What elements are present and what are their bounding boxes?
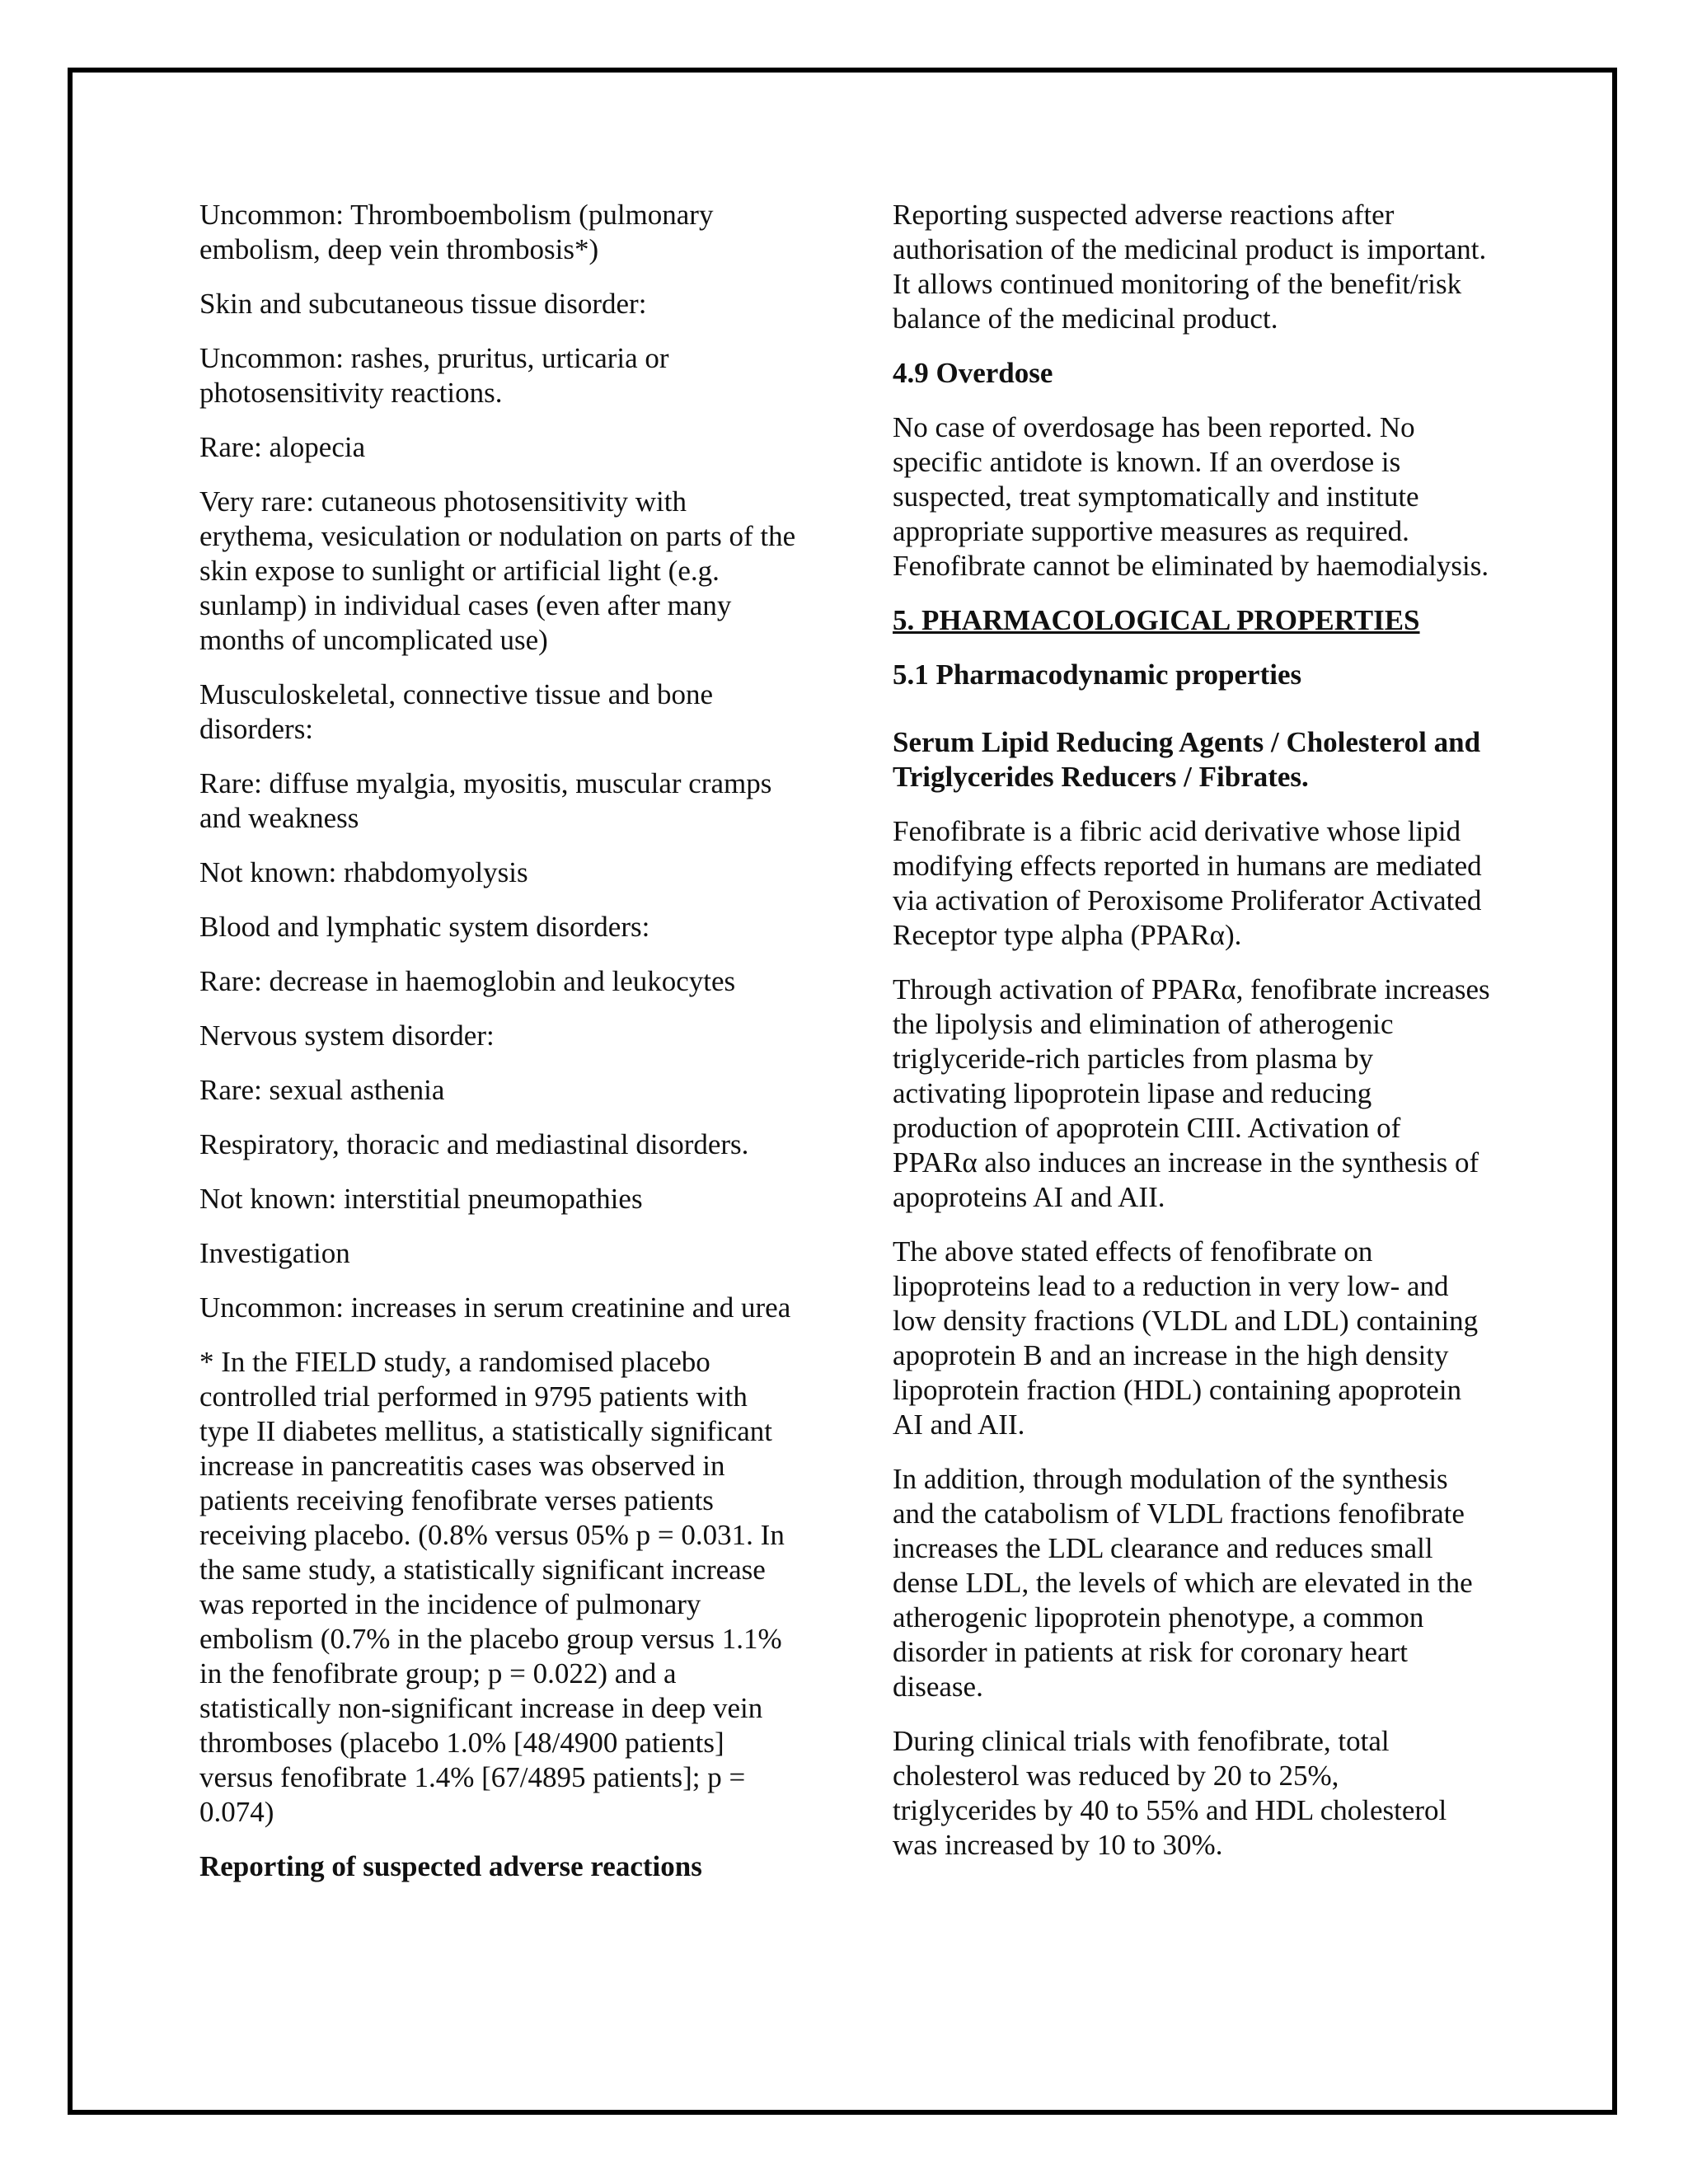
paragraph-vldl-modulation: In addition, through modulation of the synthesis and the catabolism of VLDL fractions fenofibrate increases the LDL clearance and reduces small dense LDL, the levels of which are elevated in the atherogenic lipoprotein phenotype, a common disorder in patients at risk for coronary heart disease. (893, 1463, 1473, 1703)
paragraph-overdose: No case of overdosage has been reported. No specific antidote is known. If an overdose is suspected, treat symptomatically and institute appropriate supportive measures as required. Fenofibrate cannot be eliminated by haemodialysis. (893, 411, 1489, 582)
left-column (199, 198, 801, 1904)
paragraph-clinical-trials: During clinical trials with fenofibrate, total cholesterol was reduced by 20 to 25%, triglycerides by 40 to 55% and HDL cholesterol was increased by 10 to 30%. (893, 1725, 1447, 1861)
reporting-heading: Reporting of suspected adverse reactions (199, 1850, 702, 1882)
paragraph-field-study: * In the FIELD study, a randomised placebo controlled trial performed in 9795 patients with type II diabetes mellitus, a statistically significant increase in pancreatitis cases was observed in patients receiving fenofibrate verses patients receiving placebo. (0.8% versus 05% p = 0.031. In the same study, a statistically significant increase was reported in the incidence of pulmonary embolism (0.7% in the placebo group versus 1.1% in the fenofibrate group; p = 0.022) and a statistically non-significant increase in deep vein thromboses (placebo 1.0% [48/4900 patients] versus fenofibrate 1.4% [67/4895 patients]; p = 0.074) (199, 1346, 785, 1828)
class-heading: Serum Lipid Reducing Agents / Cholesterol and Triglycerides Reducers / Fibrates. (893, 726, 1481, 793)
paragraph-rhabdomyolysis: Not known: rhabdomyolysis (199, 856, 528, 888)
section-heading: 5. PHARMACOLOGICAL PROPERTIES (893, 604, 1420, 636)
paragraph-reporting: Reporting suspected adverse reactions after authorisation of the medicinal product is important. It allows continued monitoring of the benefit/risk balance of the medicinal product. (893, 199, 1487, 335)
paragraph-skin-disorder-heading: Skin and subcutaneous tissue disorder: (199, 288, 647, 320)
paragraph-fenofibrate-derivative: Fenofibrate is a fibric acid derivative whose lipid modifying effects reported in humans are mediated via activation of Peroxisome Proliferator Activated Receptor type alpha (PPARα). (893, 815, 1482, 951)
paragraph-lipoprotein-effects: The above stated effects of fenofibrate on lipoproteins lead to a reduction in very low- and low density fractions (VLDL and LDL) containing apoprotein B and an increase in the high density lipoprotein fraction (HDL) containing apoprotein AI and AII. (893, 1235, 1479, 1441)
paragraph-asthenia: Rare: sexual asthenia (199, 1074, 445, 1106)
paragraph-ppar-activation: Through activation of PPARα, fenofibrate increases the lipolysis and elimination of atherogenic triglyceride-rich particles from plasma by activating lipoprotein lipase and reducing production of apoprotein CIII. Activation of PPARα also induces an increase in the synthesis of apoproteins AI and AII. (893, 973, 1490, 1213)
paragraph-blood-heading: Blood and lymphatic system disorders: (199, 911, 650, 943)
paragraph-investigation-heading: Investigation (199, 1237, 350, 1269)
paragraph-thromboembolism: Uncommon: Thromboembolism (pulmonary embolism, deep vein thrombosis*) (199, 199, 714, 265)
paragraph-photosensitivity: Very rare: cutaneous photosensitivity with erythema, vesiculation or nodulation on parts of the skin expose to sunlight or artificial light (e.g. sunlamp) in individual cases (even after many months of uncomplicated use) (199, 485, 796, 656)
paragraph-alopecia: Rare: alopecia (199, 431, 366, 463)
subsection-heading: 5.1 Pharmacodynamic properties (893, 658, 1302, 691)
paragraph-respiratory-heading: Respiratory, thoracic and mediastinal disorders. (199, 1128, 749, 1160)
right-column (893, 198, 1490, 1882)
paragraph-rashes: Uncommon: rashes, pruritus, urticaria or photosensitivity reactions. (199, 342, 669, 409)
paragraph-nervous-heading: Nervous system disorder: (199, 1019, 495, 1052)
paragraph-myalgia: Rare: diffuse myalgia, myositis, muscular cramps and weakness (199, 767, 772, 834)
paragraph-musculoskeletal-heading: Musculoskeletal, connective tissue and bone disorders: (199, 678, 714, 745)
overdose-heading: 4.9 Overdose (893, 357, 1053, 389)
paragraph-haemoglobin: Rare: decrease in haemoglobin and leukocytes (199, 965, 736, 997)
paragraph-pneumopathies: Not known: interstitial pneumopathies (199, 1183, 643, 1215)
paragraph-creatinine: Uncommon: increases in serum creatinine and urea (199, 1291, 791, 1324)
